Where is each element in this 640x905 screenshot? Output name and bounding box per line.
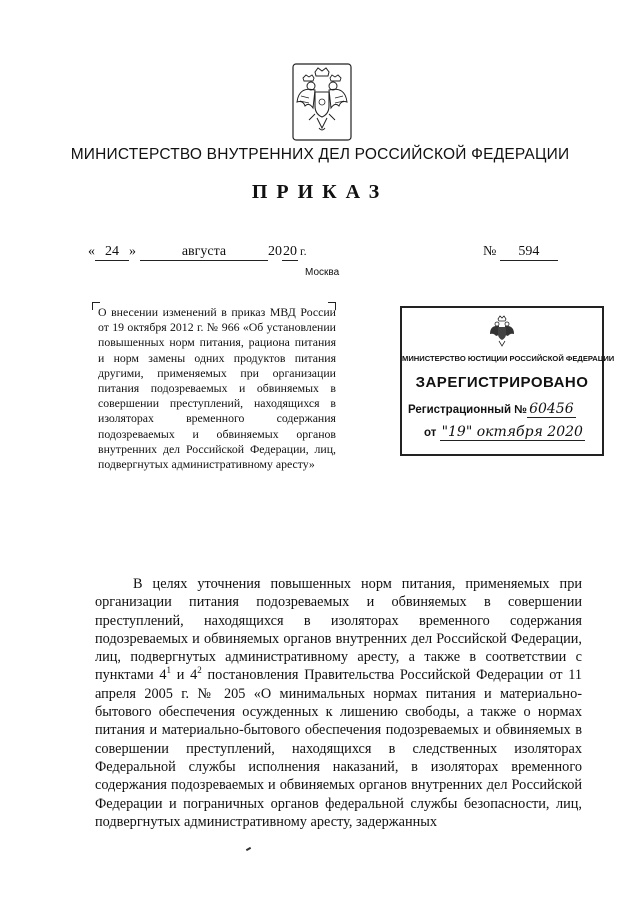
registration-stamp <box>400 306 615 456</box>
body-text-part2: и 4 <box>171 667 198 684</box>
stamp-emblem-icon <box>488 314 516 348</box>
stamp-reg-label: Регистрационный № <box>408 404 528 416</box>
order-subject: О внесении изменений в приказ МВД России от 19 октября 2012 г. № 966 «Об установлении повышенных норм питания, рациона питания и норм замены одних продуктов питания другими, применяемых при организации питания подозреваемых и обвиняемых в совершении преступлений, находящихся в изоляторах временного содержания подозреваемых и обвиняемых органов внутренних дел Российской Федерации, лиц, подвергнутых административному аресту» <box>98 305 336 472</box>
city-label: Москва <box>305 267 340 278</box>
order-date <box>88 244 307 261</box>
body-text-part3: постановления Правительства Российской Федерации от 11 апреля 2005 г. № 205 «О минимальных нормах питания и материально-бытового обеспечения осужденных к лишению свободы, а также о нормах питания и материально-бытового обеспечения подозреваемых и обвиняемых в совершении преступлений, находящихся в следственных изоляторах Федеральной службы исполнения наказаний, в изоляторах временного содержания подозреваемых и обвиняемых органов внутренних дел Российской Федерации и пограничных органов федеральной службы безопасности, лиц, подвергнутых административному аресту, задержанных <box>95 667 582 830</box>
footnote-sup-2: 2 <box>197 665 202 676</box>
coat-of-arms-emblem <box>291 62 353 142</box>
order-body <box>95 575 582 831</box>
body-text-part1: В целях уточнения повышенных норм питания, применяемых при организации питания подозреваемых и обвиняемых в совершении преступлений, находящихся в изоляторах временного содержания подозреваемых и обвиняемых органов внутренних дел Российской Федерации, лиц, подвергнутых административному аресту, а также в соответствии с пунктами 4 <box>95 576 582 684</box>
body-paragraph <box>95 575 582 831</box>
footnote-sup-1: 1 <box>166 665 172 676</box>
stamp-date-line <box>424 424 585 440</box>
date-month: августа <box>140 244 268 261</box>
stamp-reg-number: 60456 <box>529 401 574 417</box>
document-type-title: ПРИКАЗ <box>251 181 389 203</box>
scan-mark <box>246 847 251 851</box>
order-number <box>483 244 558 261</box>
date-year-prefix: 20 <box>268 244 282 259</box>
stamp-status: ЗАРЕГИСТРИРОВАНО <box>415 374 589 391</box>
date-year-suffix: 20 <box>283 244 297 259</box>
date-close-quote: » <box>129 244 136 259</box>
number-sign: № <box>483 244 497 259</box>
stamp-reg-date: "19" октября 2020 <box>441 424 583 440</box>
date-open-quote: « <box>88 244 95 259</box>
stamp-organization: МИНИСТЕРСТВО ЮСТИЦИИ РОССИЙСКОЙ ФЕДЕРАЦИИ <box>402 354 615 363</box>
date-year-mark: г. <box>300 244 307 258</box>
ministry-title: МИНИСТЕРСТВО ВНУТРЕННИХ ДЕЛ РОССИЙСКОЙ ФЕДЕРАЦИИ <box>70 146 570 163</box>
number-value: 594 <box>500 244 558 261</box>
date-day: 24 <box>95 244 129 261</box>
stamp-date-label: от <box>424 427 437 439</box>
stamp-registration-line <box>408 401 576 417</box>
